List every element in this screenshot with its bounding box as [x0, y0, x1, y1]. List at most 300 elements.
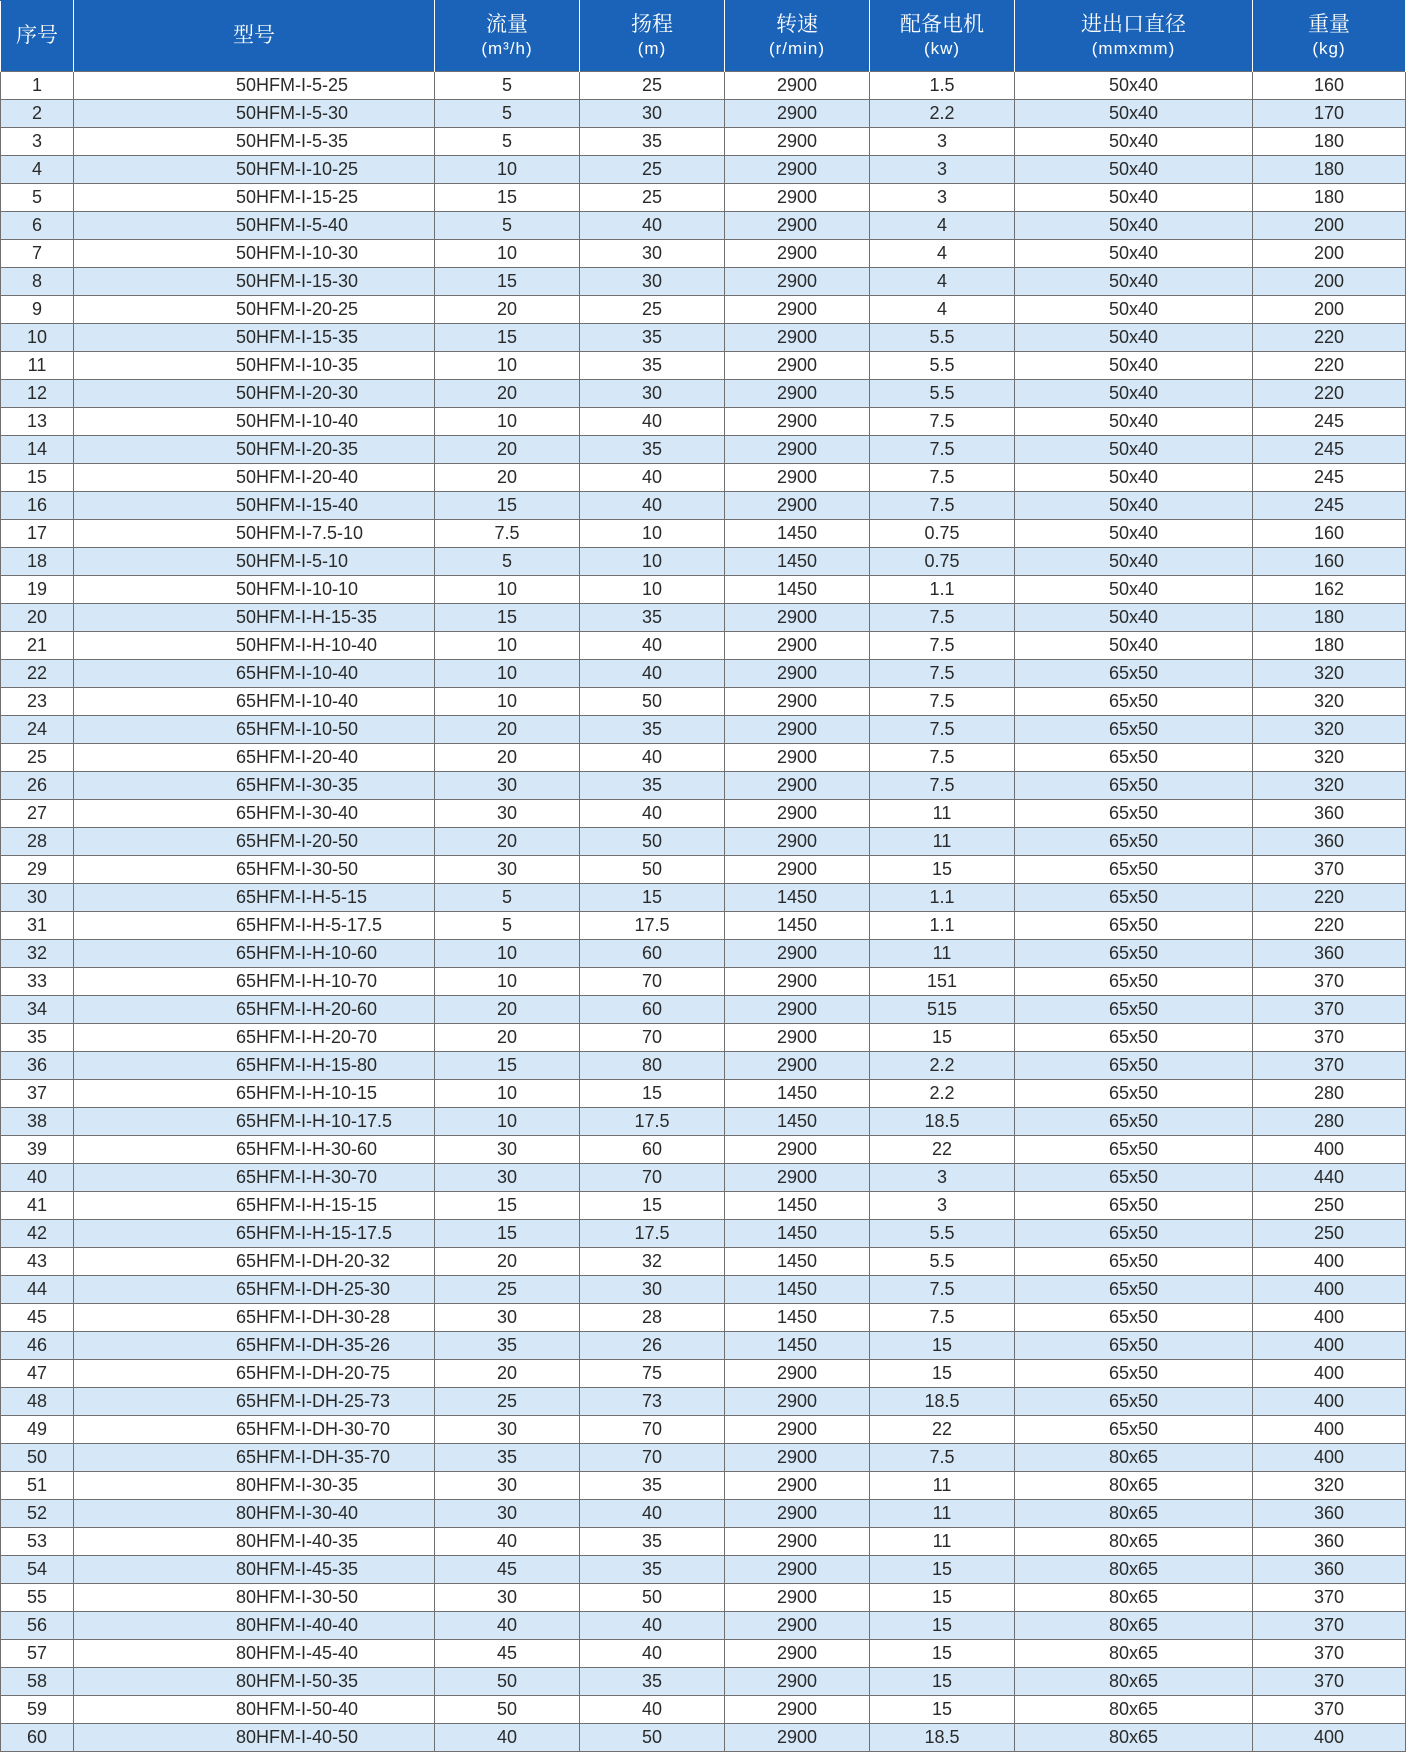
cell-motor: 1.1: [870, 576, 1015, 604]
cell-head: 60: [580, 996, 725, 1024]
cell-index: 23: [1, 688, 74, 716]
cell-diameter: 65x50: [1015, 1080, 1253, 1108]
cell-weight: 400: [1253, 1276, 1406, 1304]
cell-index: 54: [1, 1556, 74, 1584]
cell-speed: 1450: [725, 1276, 870, 1304]
cell-weight: 400: [1253, 1332, 1406, 1360]
cell-model: 65HFM-I-20-50: [74, 828, 435, 856]
cell-diameter: 65x50: [1015, 940, 1253, 968]
cell-motor: 4: [870, 212, 1015, 240]
cell-index: 8: [1, 268, 74, 296]
cell-flow: 15: [435, 1052, 580, 1080]
col-header-flow: 流量 (m³/h): [435, 1, 580, 72]
cell-motor: 22: [870, 1416, 1015, 1444]
cell-motor: 15: [870, 1332, 1015, 1360]
cell-speed: 2900: [725, 324, 870, 352]
cell-model: 50HFM-I-5-35: [74, 128, 435, 156]
cell-model: 80HFM-I-30-50: [74, 1584, 435, 1612]
table-row: [1, 1164, 1406, 1192]
cell-weight: 280: [1253, 1080, 1406, 1108]
table-row: [1, 408, 1406, 436]
cell-motor: 7.5: [870, 604, 1015, 632]
cell-speed: 2900: [725, 1528, 870, 1556]
cell-speed: 2900: [725, 688, 870, 716]
cell-weight: 245: [1253, 464, 1406, 492]
table-row: [1, 912, 1406, 940]
cell-index: 33: [1, 968, 74, 996]
cell-speed: 1450: [725, 1080, 870, 1108]
table-row: [1, 1668, 1406, 1696]
cell-model: 65HFM-I-DH-35-70: [74, 1444, 435, 1472]
cell-weight: 360: [1253, 1556, 1406, 1584]
cell-model: 50HFM-I-10-35: [74, 352, 435, 380]
cell-motor: 3: [870, 156, 1015, 184]
cell-model: 65HFM-I-H-10-70: [74, 968, 435, 996]
cell-speed: 2900: [725, 100, 870, 128]
cell-weight: 400: [1253, 1724, 1406, 1752]
cell-speed: 2900: [725, 436, 870, 464]
cell-index: 37: [1, 1080, 74, 1108]
cell-model: 65HFM-I-H-5-17.5: [74, 912, 435, 940]
cell-flow: 30: [435, 1500, 580, 1528]
cell-motor: 4: [870, 296, 1015, 324]
col-header-model: 型号: [74, 1, 435, 72]
cell-diameter: 80x65: [1015, 1668, 1253, 1696]
cell-diameter: 50x40: [1015, 604, 1253, 632]
cell-index: 2: [1, 100, 74, 128]
cell-head: 30: [580, 1276, 725, 1304]
cell-model: 50HFM-I-20-40: [74, 464, 435, 492]
cell-speed: 2900: [725, 940, 870, 968]
cell-weight: 160: [1253, 72, 1406, 100]
cell-model: 65HFM-I-DH-20-32: [74, 1248, 435, 1276]
cell-speed: 1450: [725, 884, 870, 912]
cell-speed: 2900: [725, 408, 870, 436]
cell-index: 17: [1, 520, 74, 548]
cell-speed: 2900: [725, 800, 870, 828]
col-header-index: 序号: [1, 1, 74, 72]
cell-diameter: 65x50: [1015, 828, 1253, 856]
cell-head: 32: [580, 1248, 725, 1276]
table-row: [1, 548, 1406, 576]
cell-weight: 280: [1253, 1108, 1406, 1136]
cell-flow: 15: [435, 604, 580, 632]
cell-weight: 245: [1253, 436, 1406, 464]
cell-head: 17.5: [580, 1108, 725, 1136]
cell-flow: 25: [435, 1276, 580, 1304]
cell-model: 50HFM-I-20-30: [74, 380, 435, 408]
cell-weight: 320: [1253, 660, 1406, 688]
cell-motor: 7.5: [870, 744, 1015, 772]
table-row: [1, 1696, 1406, 1724]
cell-flow: 15: [435, 1192, 580, 1220]
cell-model: 65HFM-I-H-10-15: [74, 1080, 435, 1108]
cell-flow: 25: [435, 1388, 580, 1416]
cell-speed: 1450: [725, 520, 870, 548]
cell-flow: 40: [435, 1528, 580, 1556]
cell-index: 38: [1, 1108, 74, 1136]
cell-weight: 180: [1253, 632, 1406, 660]
cell-flow: 20: [435, 744, 580, 772]
cell-index: 52: [1, 1500, 74, 1528]
cell-model: 65HFM-I-10-40: [74, 688, 435, 716]
cell-model: 65HFM-I-H-15-80: [74, 1052, 435, 1080]
cell-model: 65HFM-I-DH-35-26: [74, 1332, 435, 1360]
cell-motor: 18.5: [870, 1388, 1015, 1416]
cell-motor: 7.5: [870, 716, 1015, 744]
cell-diameter: 50x40: [1015, 352, 1253, 380]
cell-index: 5: [1, 184, 74, 212]
table-row: [1, 856, 1406, 884]
cell-speed: 2900: [725, 632, 870, 660]
cell-weight: 400: [1253, 1444, 1406, 1472]
cell-index: 35: [1, 1024, 74, 1052]
cell-diameter: 65x50: [1015, 968, 1253, 996]
table-row: [1, 1472, 1406, 1500]
cell-flow: 45: [435, 1556, 580, 1584]
cell-index: 56: [1, 1612, 74, 1640]
cell-motor: 7.5: [870, 1304, 1015, 1332]
cell-weight: 220: [1253, 884, 1406, 912]
table-row: [1, 1640, 1406, 1668]
cell-flow: 15: [435, 492, 580, 520]
cell-model: 80HFM-I-40-40: [74, 1612, 435, 1640]
cell-diameter: 50x40: [1015, 72, 1253, 100]
cell-diameter: 80x65: [1015, 1444, 1253, 1472]
col-header-weight: 重量 (kg): [1253, 1, 1406, 72]
col-header-head: 扬程 (m): [580, 1, 725, 72]
cell-index: 20: [1, 604, 74, 632]
cell-flow: 30: [435, 1472, 580, 1500]
cell-weight: 220: [1253, 912, 1406, 940]
cell-speed: 1450: [725, 1108, 870, 1136]
cell-speed: 2900: [725, 1696, 870, 1724]
table-row: [1, 688, 1406, 716]
table-row: [1, 380, 1406, 408]
cell-diameter: 50x40: [1015, 632, 1253, 660]
cell-diameter: 50x40: [1015, 156, 1253, 184]
cell-diameter: 80x65: [1015, 1472, 1253, 1500]
cell-motor: 5.5: [870, 1220, 1015, 1248]
cell-flow: 35: [435, 1444, 580, 1472]
cell-head: 70: [580, 1416, 725, 1444]
cell-index: 43: [1, 1248, 74, 1276]
cell-speed: 1450: [725, 576, 870, 604]
cell-diameter: 65x50: [1015, 856, 1253, 884]
table-row: [1, 1304, 1406, 1332]
cell-motor: 15: [870, 1640, 1015, 1668]
cell-flow: 7.5: [435, 520, 580, 548]
cell-weight: 200: [1253, 212, 1406, 240]
cell-diameter: 65x50: [1015, 1220, 1253, 1248]
cell-flow: 20: [435, 436, 580, 464]
cell-index: 45: [1, 1304, 74, 1332]
cell-flow: 5: [435, 548, 580, 576]
cell-head: 17.5: [580, 912, 725, 940]
cell-diameter: 65x50: [1015, 1304, 1253, 1332]
cell-index: 32: [1, 940, 74, 968]
cell-speed: 1450: [725, 1304, 870, 1332]
cell-speed: 1450: [725, 1192, 870, 1220]
cell-model: 50HFM-I-15-40: [74, 492, 435, 520]
cell-head: 70: [580, 1024, 725, 1052]
cell-motor: 1.1: [870, 884, 1015, 912]
cell-diameter: 50x40: [1015, 492, 1253, 520]
cell-model: 65HFM-I-H-10-60: [74, 940, 435, 968]
table-row: [1, 1108, 1406, 1136]
cell-diameter: 80x65: [1015, 1640, 1253, 1668]
cell-weight: 250: [1253, 1192, 1406, 1220]
cell-flow: 10: [435, 352, 580, 380]
cell-weight: 400: [1253, 1304, 1406, 1332]
table-row: [1, 744, 1406, 772]
cell-head: 35: [580, 772, 725, 800]
cell-index: 29: [1, 856, 74, 884]
cell-diameter: 65x50: [1015, 884, 1253, 912]
cell-model: 65HFM-I-H-30-70: [74, 1164, 435, 1192]
cell-speed: 2900: [725, 744, 870, 772]
cell-weight: 320: [1253, 1472, 1406, 1500]
cell-motor: 15: [870, 1668, 1015, 1696]
cell-head: 15: [580, 884, 725, 912]
cell-diameter: 65x50: [1015, 1248, 1253, 1276]
cell-diameter: 65x50: [1015, 1416, 1253, 1444]
cell-motor: 7.5: [870, 436, 1015, 464]
cell-flow: 20: [435, 828, 580, 856]
table-row: [1, 296, 1406, 324]
cell-diameter: 50x40: [1015, 212, 1253, 240]
cell-head: 26: [580, 1332, 725, 1360]
cell-diameter: 80x65: [1015, 1528, 1253, 1556]
cell-head: 35: [580, 1528, 725, 1556]
cell-head: 50: [580, 856, 725, 884]
cell-flow: 30: [435, 1584, 580, 1612]
cell-speed: 2900: [725, 128, 870, 156]
table-row: [1, 464, 1406, 492]
cell-flow: 50: [435, 1668, 580, 1696]
cell-model: 50HFM-I-H-10-40: [74, 632, 435, 660]
table-row: [1, 352, 1406, 380]
cell-model: 50HFM-I-15-25: [74, 184, 435, 212]
cell-index: 47: [1, 1360, 74, 1388]
cell-speed: 2900: [725, 380, 870, 408]
table-row: [1, 436, 1406, 464]
cell-motor: 151: [870, 968, 1015, 996]
cell-head: 30: [580, 100, 725, 128]
cell-diameter: 65x50: [1015, 1276, 1253, 1304]
cell-index: 46: [1, 1332, 74, 1360]
cell-speed: 2900: [725, 660, 870, 688]
cell-weight: 245: [1253, 408, 1406, 436]
cell-index: 55: [1, 1584, 74, 1612]
cell-diameter: 65x50: [1015, 800, 1253, 828]
cell-speed: 2900: [725, 1472, 870, 1500]
cell-index: 26: [1, 772, 74, 800]
cell-diameter: 65x50: [1015, 1332, 1253, 1360]
cell-head: 35: [580, 1472, 725, 1500]
cell-flow: 40: [435, 1724, 580, 1752]
cell-head: 40: [580, 632, 725, 660]
cell-weight: 360: [1253, 800, 1406, 828]
table-row: [1, 1136, 1406, 1164]
cell-flow: 10: [435, 408, 580, 436]
cell-motor: 15: [870, 1696, 1015, 1724]
cell-flow: 5: [435, 884, 580, 912]
cell-flow: 10: [435, 632, 580, 660]
cell-model: 50HFM-I-15-30: [74, 268, 435, 296]
cell-weight: 200: [1253, 268, 1406, 296]
cell-weight: 220: [1253, 352, 1406, 380]
table-row: [1, 1500, 1406, 1528]
cell-index: 27: [1, 800, 74, 828]
cell-weight: 440: [1253, 1164, 1406, 1192]
cell-weight: 160: [1253, 548, 1406, 576]
cell-motor: 7.5: [870, 772, 1015, 800]
cell-weight: 200: [1253, 296, 1406, 324]
cell-model: 50HFM-I-7.5-10: [74, 520, 435, 548]
col-header-motor: 配备电机 (kw): [870, 1, 1015, 72]
cell-flow: 45: [435, 1640, 580, 1668]
cell-speed: 2900: [725, 184, 870, 212]
cell-index: 1: [1, 72, 74, 100]
cell-motor: 15: [870, 1360, 1015, 1388]
cell-speed: 1450: [725, 1220, 870, 1248]
cell-head: 30: [580, 380, 725, 408]
cell-diameter: 50x40: [1015, 240, 1253, 268]
cell-model: 50HFM-I-10-40: [74, 408, 435, 436]
table-row: [1, 156, 1406, 184]
table-row: [1, 184, 1406, 212]
cell-index: 40: [1, 1164, 74, 1192]
cell-diameter: 65x50: [1015, 1192, 1253, 1220]
table-row: [1, 1024, 1406, 1052]
cell-model: 80HFM-I-50-35: [74, 1668, 435, 1696]
table-row: [1, 576, 1406, 604]
cell-motor: 5.5: [870, 1248, 1015, 1276]
cell-head: 10: [580, 520, 725, 548]
cell-speed: 2900: [725, 968, 870, 996]
table-row: [1, 716, 1406, 744]
cell-head: 35: [580, 324, 725, 352]
cell-motor: 15: [870, 1024, 1015, 1052]
cell-weight: 370: [1253, 996, 1406, 1024]
cell-motor: 7.5: [870, 632, 1015, 660]
cell-speed: 2900: [725, 1500, 870, 1528]
cell-model: 80HFM-I-40-35: [74, 1528, 435, 1556]
cell-weight: 400: [1253, 1416, 1406, 1444]
cell-index: 11: [1, 352, 74, 380]
cell-motor: 7.5: [870, 660, 1015, 688]
cell-weight: 250: [1253, 1220, 1406, 1248]
cell-weight: 160: [1253, 520, 1406, 548]
cell-model: 50HFM-I-15-35: [74, 324, 435, 352]
cell-diameter: 65x50: [1015, 772, 1253, 800]
cell-motor: 2.2: [870, 100, 1015, 128]
cell-head: 73: [580, 1388, 725, 1416]
cell-head: 60: [580, 1136, 725, 1164]
cell-head: 10: [580, 548, 725, 576]
cell-index: 44: [1, 1276, 74, 1304]
cell-model: 65HFM-I-30-40: [74, 800, 435, 828]
cell-motor: 11: [870, 940, 1015, 968]
cell-diameter: 80x65: [1015, 1500, 1253, 1528]
table-row: [1, 1528, 1406, 1556]
cell-motor: 4: [870, 268, 1015, 296]
cell-model: 80HFM-I-45-35: [74, 1556, 435, 1584]
cell-head: 40: [580, 1696, 725, 1724]
cell-motor: 1.1: [870, 912, 1015, 940]
cell-flow: 5: [435, 212, 580, 240]
cell-head: 35: [580, 128, 725, 156]
cell-speed: 1450: [725, 1332, 870, 1360]
cell-diameter: 65x50: [1015, 1388, 1253, 1416]
cell-motor: 2.2: [870, 1080, 1015, 1108]
cell-diameter: 65x50: [1015, 1164, 1253, 1192]
cell-weight: 400: [1253, 1248, 1406, 1276]
cell-index: 18: [1, 548, 74, 576]
cell-weight: 360: [1253, 1528, 1406, 1556]
table-row: [1, 100, 1406, 128]
cell-diameter: 50x40: [1015, 520, 1253, 548]
table-row: [1, 1584, 1406, 1612]
cell-motor: 2.2: [870, 1052, 1015, 1080]
cell-diameter: 50x40: [1015, 128, 1253, 156]
cell-weight: 370: [1253, 1696, 1406, 1724]
cell-index: 4: [1, 156, 74, 184]
cell-index: 22: [1, 660, 74, 688]
header-row: [1, 1, 1406, 72]
cell-diameter: 50x40: [1015, 436, 1253, 464]
cell-flow: 30: [435, 1164, 580, 1192]
cell-flow: 20: [435, 380, 580, 408]
cell-flow: 10: [435, 240, 580, 268]
cell-weight: 162: [1253, 576, 1406, 604]
cell-index: 39: [1, 1136, 74, 1164]
cell-model: 65HFM-I-DH-20-75: [74, 1360, 435, 1388]
cell-head: 17.5: [580, 1220, 725, 1248]
cell-motor: 3: [870, 128, 1015, 156]
cell-head: 50: [580, 828, 725, 856]
table-row: [1, 1080, 1406, 1108]
cell-speed: 2900: [725, 1668, 870, 1696]
cell-head: 70: [580, 968, 725, 996]
cell-index: 16: [1, 492, 74, 520]
cell-model: 65HFM-I-DH-25-73: [74, 1388, 435, 1416]
cell-diameter: 80x65: [1015, 1584, 1253, 1612]
cell-diameter: 50x40: [1015, 576, 1253, 604]
table-row: [1, 1332, 1406, 1360]
cell-flow: 30: [435, 1304, 580, 1332]
cell-motor: 515: [870, 996, 1015, 1024]
cell-flow: 5: [435, 912, 580, 940]
cell-motor: 18.5: [870, 1108, 1015, 1136]
cell-head: 40: [580, 492, 725, 520]
table-row: [1, 520, 1406, 548]
cell-head: 35: [580, 436, 725, 464]
cell-weight: 370: [1253, 1024, 1406, 1052]
cell-motor: 1.5: [870, 72, 1015, 100]
cell-motor: 11: [870, 828, 1015, 856]
cell-flow: 10: [435, 688, 580, 716]
table-row: [1, 828, 1406, 856]
table-row: [1, 1052, 1406, 1080]
cell-head: 40: [580, 744, 725, 772]
col-header-speed: 转速 (r/min): [725, 1, 870, 72]
table-row: [1, 660, 1406, 688]
cell-motor: 15: [870, 856, 1015, 884]
cell-model: 65HFM-I-H-10-17.5: [74, 1108, 435, 1136]
cell-index: 60: [1, 1724, 74, 1752]
